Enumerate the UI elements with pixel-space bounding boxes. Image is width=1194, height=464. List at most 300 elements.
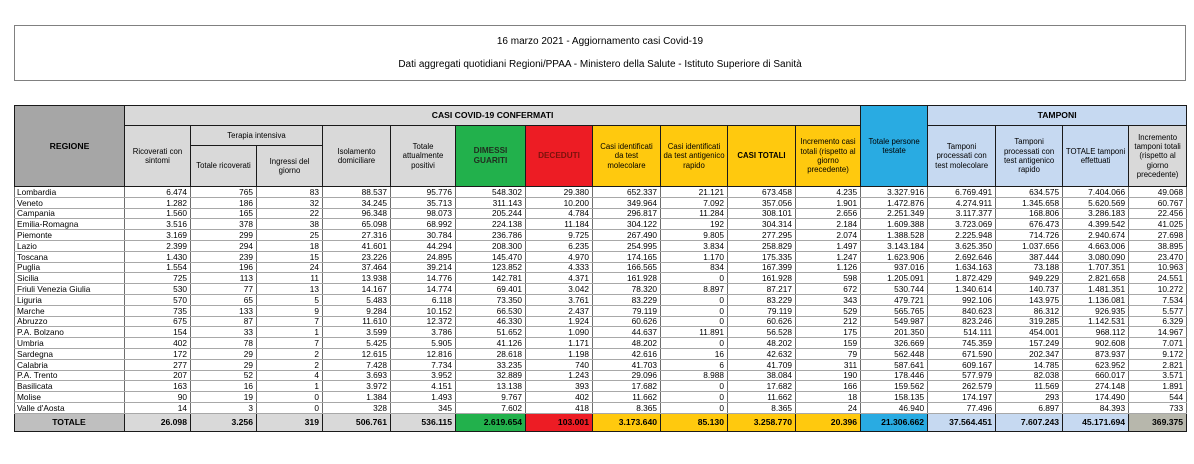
value-cell: 65 (191, 294, 257, 305)
value-cell: 1.037.656 (996, 240, 1063, 251)
value-cell: 1.345.658 (996, 197, 1063, 208)
table-row (15, 251, 1187, 262)
value-cell: 41.601 (323, 240, 391, 251)
value-cell: 17.682 (593, 381, 661, 392)
value-cell: 68.992 (391, 219, 456, 230)
value-cell: 69.401 (456, 284, 526, 295)
value-cell: 652.337 (593, 187, 661, 198)
totale-value-cell: 3.256 (191, 413, 257, 431)
value-cell: 1.481.351 (1063, 284, 1129, 295)
value-cell: 673.458 (728, 187, 796, 198)
value-cell: 254.995 (593, 240, 661, 251)
value-cell: 2.692.646 (928, 251, 996, 262)
value-cell: 311 (796, 359, 861, 370)
value-cell: 345 (391, 402, 456, 413)
value-cell: 0 (661, 316, 728, 327)
value-cell: 2.225.948 (928, 230, 996, 241)
value-cell: 304.122 (593, 219, 661, 230)
value-cell: 9 (257, 305, 323, 316)
value-cell: 17.682 (728, 381, 796, 392)
report-title: 16 marzo 2021 - Aggiornamento casi Covid-19 (496, 36, 704, 47)
value-cell: 172 (125, 348, 191, 359)
value-cell: 562.448 (861, 348, 928, 359)
value-cell: 308.101 (728, 208, 796, 219)
totale-value-cell: 506.761 (323, 413, 391, 431)
col-header-ti-totale: Totale ricoverati (191, 146, 257, 187)
value-cell: 357.056 (728, 197, 796, 208)
value-cell: 18 (257, 240, 323, 251)
value-cell: 175 (796, 327, 861, 338)
value-cell: 22 (257, 208, 323, 219)
value-cell: 8.988 (661, 370, 728, 381)
value-cell: 587.641 (861, 359, 928, 370)
value-cell: 224.138 (456, 219, 526, 230)
value-cell: 0 (661, 392, 728, 403)
value-cell: 5.425 (323, 338, 391, 349)
group-header-tamponi: TAMPONI (928, 106, 1187, 126)
value-cell: 267.490 (593, 230, 661, 241)
value-cell: 949.229 (996, 273, 1063, 284)
value-cell: 8.897 (661, 284, 728, 295)
value-cell: 159 (796, 338, 861, 349)
value-cell: 165 (191, 208, 257, 219)
table-row (15, 348, 1187, 359)
value-cell: 349.964 (593, 197, 661, 208)
value-cell: 236.786 (456, 230, 526, 241)
value-cell: 740 (526, 359, 593, 370)
value-cell: 161.928 (593, 273, 661, 284)
value-cell: 5.620.569 (1063, 197, 1129, 208)
value-cell: 2.074 (796, 230, 861, 241)
covid-report-table (14, 105, 1187, 432)
value-cell: 44.637 (593, 327, 661, 338)
value-cell: 4.235 (796, 187, 861, 198)
table-row (15, 402, 1187, 413)
value-cell: 2.251.349 (861, 208, 928, 219)
value-cell: 258.829 (728, 240, 796, 251)
value-cell: 87.217 (728, 284, 796, 295)
value-cell: 7 (257, 316, 323, 327)
value-cell: 5 (257, 294, 323, 305)
value-cell: 4.399.542 (1063, 219, 1129, 230)
value-cell: 2.821.658 (1063, 273, 1129, 284)
value-cell: 834 (661, 262, 728, 273)
table-row (15, 370, 1187, 381)
value-cell: 1.554 (125, 262, 191, 273)
value-cell: 3.080.090 (1063, 251, 1129, 262)
value-cell: 675 (125, 316, 191, 327)
value-cell: 174.165 (593, 251, 661, 262)
value-cell: 11.569 (996, 381, 1063, 392)
value-cell: 79 (796, 348, 861, 359)
value-cell: 634.575 (996, 187, 1063, 198)
value-cell: 163 (125, 381, 191, 392)
value-cell: 6.118 (391, 294, 456, 305)
value-cell: 992.106 (928, 294, 996, 305)
value-cell: 378 (191, 219, 257, 230)
value-cell: 277.295 (728, 230, 796, 241)
value-cell: 548.302 (456, 187, 526, 198)
value-cell: 262.579 (928, 381, 996, 392)
value-cell: 454.001 (996, 327, 1063, 338)
col-header-deceduti: DECEDUTI (526, 126, 593, 187)
value-cell: 9.805 (661, 230, 728, 241)
value-cell: 565.765 (861, 305, 928, 316)
region-name: Emilia-Romagna (15, 219, 125, 230)
value-cell: 745.359 (928, 338, 996, 349)
value-cell: 0 (661, 338, 728, 349)
value-cell: 12.615 (323, 348, 391, 359)
value-cell: 2.399 (125, 240, 191, 251)
value-cell: 42.632 (728, 348, 796, 359)
value-cell: 95.776 (391, 187, 456, 198)
value-cell: 159.562 (861, 381, 928, 392)
value-cell: 514.111 (928, 327, 996, 338)
region-name: Campania (15, 208, 125, 219)
totale-value-cell: 37.564.451 (928, 413, 996, 431)
value-cell: 570 (125, 294, 191, 305)
value-cell: 1.090 (526, 327, 593, 338)
value-cell: 294 (191, 240, 257, 251)
table-row (15, 284, 1187, 295)
value-cell: 13.938 (323, 273, 391, 284)
col-header-ti-ingressi: Ingressi del giorno (257, 146, 323, 187)
value-cell: 90 (125, 392, 191, 403)
value-cell: 38 (257, 219, 323, 230)
table-row (15, 381, 1187, 392)
value-cell: 735 (125, 305, 191, 316)
value-cell: 1.493 (391, 392, 456, 403)
value-cell: 0 (257, 402, 323, 413)
value-cell: 1.388.528 (861, 230, 928, 241)
value-cell: 10.152 (391, 305, 456, 316)
totale-row (15, 413, 1187, 431)
value-cell: 0 (257, 392, 323, 403)
value-cell: 41.703 (593, 359, 661, 370)
col-header-isolamento: Isolamento domiciliare (323, 126, 391, 187)
value-cell: 6.329 (1129, 316, 1187, 327)
value-cell: 676.473 (996, 219, 1063, 230)
value-cell: 0 (661, 402, 728, 413)
value-cell: 393 (526, 381, 593, 392)
value-cell: 19 (191, 392, 257, 403)
value-cell: 32 (257, 197, 323, 208)
value-cell: 598 (796, 273, 861, 284)
region-name: P.A. Trento (15, 370, 125, 381)
value-cell: 873.937 (1063, 348, 1129, 359)
value-cell: 48.202 (593, 338, 661, 349)
region-name: Umbria (15, 338, 125, 349)
value-cell: 9.284 (323, 305, 391, 316)
value-cell: 714.726 (996, 230, 1063, 241)
value-cell: 178.446 (861, 370, 928, 381)
table-header (15, 106, 1187, 187)
region-name: Liguria (15, 294, 125, 305)
totale-label: TOTALE (15, 413, 125, 431)
value-cell: 83 (257, 187, 323, 198)
value-cell: 24.895 (391, 251, 456, 262)
value-cell: 725 (125, 273, 191, 284)
value-cell: 186 (191, 197, 257, 208)
value-cell: 968.112 (1063, 327, 1129, 338)
value-cell: 304.314 (728, 219, 796, 230)
value-cell: 27.316 (323, 230, 391, 241)
table-row (15, 338, 1187, 349)
value-cell: 402 (526, 392, 593, 403)
value-cell: 34.245 (323, 197, 391, 208)
value-cell: 2.821 (1129, 359, 1187, 370)
value-cell: 5.905 (391, 338, 456, 349)
value-cell: 549.987 (861, 316, 928, 327)
value-cell: 16 (661, 348, 728, 359)
value-cell: 6.769.491 (928, 187, 996, 198)
value-cell: 175.335 (728, 251, 796, 262)
value-cell: 3 (191, 402, 257, 413)
value-cell: 14.167 (323, 284, 391, 295)
value-cell: 24 (257, 262, 323, 273)
value-cell: 902.608 (1063, 338, 1129, 349)
value-cell: 6.235 (526, 240, 593, 251)
value-cell: 14.967 (1129, 327, 1187, 338)
value-cell: 6.897 (996, 402, 1063, 413)
value-cell: 29 (191, 348, 257, 359)
value-cell: 7.534 (1129, 294, 1187, 305)
region-name: Abruzzo (15, 316, 125, 327)
value-cell: 2.437 (526, 305, 593, 316)
region-name: P.A. Bolzano (15, 327, 125, 338)
table-row (15, 273, 1187, 284)
value-cell: 1.142.531 (1063, 316, 1129, 327)
value-cell: 154 (125, 327, 191, 338)
value-cell: 1.171 (526, 338, 593, 349)
value-cell: 207 (125, 370, 191, 381)
value-cell: 41.709 (728, 359, 796, 370)
value-cell: 660.017 (1063, 370, 1129, 381)
value-cell: 33.235 (456, 359, 526, 370)
value-cell: 13 (257, 284, 323, 295)
value-cell: 2 (257, 348, 323, 359)
table-row (15, 305, 1187, 316)
value-cell: 113 (191, 273, 257, 284)
value-cell: 98.073 (391, 208, 456, 219)
header-sub-row (15, 126, 1187, 146)
totale-value-cell: 536.115 (391, 413, 456, 431)
value-cell: 1.340.614 (928, 284, 996, 295)
value-cell: 65.098 (323, 219, 391, 230)
value-cell: 3.117.377 (928, 208, 996, 219)
value-cell: 83.229 (593, 294, 661, 305)
value-cell: 14 (125, 402, 191, 413)
value-cell: 42.616 (593, 348, 661, 359)
value-cell: 123.852 (456, 262, 526, 273)
col-header-incremento-casi: Incremento casi totali (rispetto al giorno precedente) (796, 126, 861, 187)
value-cell: 23.226 (323, 251, 391, 262)
value-cell: 733 (1129, 402, 1187, 413)
value-cell: 166 (796, 381, 861, 392)
value-cell: 30.784 (391, 230, 456, 241)
value-cell: 0 (661, 305, 728, 316)
value-cell: 1.634.163 (928, 262, 996, 273)
value-cell: 326.669 (861, 338, 928, 349)
value-cell: 96.348 (323, 208, 391, 219)
value-cell: 1.247 (796, 251, 861, 262)
region-name: Calabria (15, 359, 125, 370)
value-cell: 3.693 (323, 370, 391, 381)
totale-value-cell: 26.098 (125, 413, 191, 431)
value-cell: 3.952 (391, 370, 456, 381)
table-row (15, 197, 1187, 208)
value-cell: 1 (257, 327, 323, 338)
value-cell: 4.151 (391, 381, 456, 392)
value-cell: 10.272 (1129, 284, 1187, 295)
table-row (15, 294, 1187, 305)
value-cell: 609.167 (928, 359, 996, 370)
value-cell: 418 (526, 402, 593, 413)
value-cell: 1.430 (125, 251, 191, 262)
value-cell: 12.816 (391, 348, 456, 359)
value-cell: 8.365 (593, 402, 661, 413)
value-cell: 7.428 (323, 359, 391, 370)
value-cell: 11 (257, 273, 323, 284)
value-cell: 0 (661, 294, 728, 305)
totale-value-cell: 2.619.654 (456, 413, 526, 431)
value-cell: 402 (125, 338, 191, 349)
value-cell: 66.530 (456, 305, 526, 316)
value-cell: 73.350 (456, 294, 526, 305)
value-cell: 926.935 (1063, 305, 1129, 316)
value-cell: 387.444 (996, 251, 1063, 262)
value-cell: 3.516 (125, 219, 191, 230)
value-cell: 3.169 (125, 230, 191, 241)
value-cell: 11.891 (661, 327, 728, 338)
value-cell: 1.170 (661, 251, 728, 262)
value-cell: 38.895 (1129, 240, 1187, 251)
value-cell: 18 (796, 392, 861, 403)
col-header-dimessi-guariti: DIMESSI GUARITI (456, 126, 526, 187)
value-cell: 5.483 (323, 294, 391, 305)
totale-value-cell: 103.001 (526, 413, 593, 431)
value-cell: 24.551 (1129, 273, 1187, 284)
value-cell: 9.172 (1129, 348, 1187, 359)
value-cell: 212 (796, 316, 861, 327)
value-cell: 1.282 (125, 197, 191, 208)
group-header-terapia-intensiva: Terapia intensiva (191, 126, 323, 146)
value-cell: 544 (1129, 392, 1187, 403)
value-cell: 86.312 (996, 305, 1063, 316)
col-header-incremento-tamponi: Incremento tamponi totali (rispetto al giorno precedente) (1129, 126, 1187, 187)
value-cell: 293 (996, 392, 1063, 403)
value-cell: 133 (191, 305, 257, 316)
totale-value-cell: 21.306.662 (861, 413, 928, 431)
table-row (15, 219, 1187, 230)
table-row (15, 316, 1187, 327)
value-cell: 4.371 (526, 273, 593, 284)
value-cell: 7.734 (391, 359, 456, 370)
col-header-casi-molecolare: Casi identificati da test molecolare (593, 126, 661, 187)
value-cell: 2.184 (796, 219, 861, 230)
value-cell: 2.940.674 (1063, 230, 1129, 241)
value-cell: 140.737 (996, 284, 1063, 295)
value-cell: 3.042 (526, 284, 593, 295)
col-header-persone-testate: Totale persone testate (861, 106, 928, 187)
value-cell: 11.610 (323, 316, 391, 327)
value-cell: 0 (661, 381, 728, 392)
value-cell: 88.537 (323, 187, 391, 198)
table-row (15, 230, 1187, 241)
value-cell: 60.626 (728, 316, 796, 327)
value-cell: 10.963 (1129, 262, 1187, 273)
table-body (15, 187, 1187, 432)
value-cell: 1.472.876 (861, 197, 928, 208)
value-cell: 79.119 (728, 305, 796, 316)
value-cell: 11.184 (526, 219, 593, 230)
value-cell: 60.626 (593, 316, 661, 327)
value-cell: 7.092 (661, 197, 728, 208)
value-cell: 37.464 (323, 262, 391, 273)
value-cell: 46.330 (456, 316, 526, 327)
value-cell: 3.327.916 (861, 187, 928, 198)
value-cell: 4 (257, 370, 323, 381)
value-cell: 33 (191, 327, 257, 338)
value-cell: 83.229 (728, 294, 796, 305)
value-cell: 161.928 (728, 273, 796, 284)
col-header-tamponi-totale: TOTALE tamponi effettuati (1063, 126, 1129, 187)
value-cell: 41.126 (456, 338, 526, 349)
value-cell: 479.721 (861, 294, 928, 305)
value-cell: 0 (661, 273, 728, 284)
value-cell: 5.577 (1129, 305, 1187, 316)
value-cell: 11.662 (728, 392, 796, 403)
value-cell: 530.744 (861, 284, 928, 295)
value-cell: 1.560 (125, 208, 191, 219)
value-cell: 174.197 (928, 392, 996, 403)
value-cell: 44.294 (391, 240, 456, 251)
value-cell: 192 (661, 219, 728, 230)
value-cell: 3.286.183 (1063, 208, 1129, 219)
value-cell: 52 (191, 370, 257, 381)
value-cell: 3.786 (391, 327, 456, 338)
value-cell: 1.198 (526, 348, 593, 359)
totale-value-cell: 319 (257, 413, 323, 431)
totale-value-cell: 3.173.640 (593, 413, 661, 431)
region-name: Marche (15, 305, 125, 316)
value-cell: 1.126 (796, 262, 861, 273)
report-subtitle: Dati aggregati quotidiani Regioni/PPAA - Ministero della Salute - Istituto Superiore di Sanità (398, 59, 802, 70)
value-cell: 3.723.069 (928, 219, 996, 230)
value-cell: 208.300 (456, 240, 526, 251)
region-name: Valle d'Aosta (15, 402, 125, 413)
value-cell: 1.924 (526, 316, 593, 327)
value-cell: 3.761 (526, 294, 593, 305)
value-cell: 51.652 (456, 327, 526, 338)
value-cell: 1.872.429 (928, 273, 996, 284)
value-cell: 671.590 (928, 348, 996, 359)
col-header-tamponi-molecolare: Tamponi processati con test molecolare (928, 126, 996, 187)
value-cell: 56.528 (728, 327, 796, 338)
value-cell: 1 (257, 381, 323, 392)
value-cell: 49.068 (1129, 187, 1187, 198)
value-cell: 4.970 (526, 251, 593, 262)
value-cell: 78.320 (593, 284, 661, 295)
value-cell: 4.274.911 (928, 197, 996, 208)
value-cell: 239 (191, 251, 257, 262)
value-cell: 7 (257, 338, 323, 349)
region-name: Piemonte (15, 230, 125, 241)
value-cell: 46.940 (861, 402, 928, 413)
value-cell: 202.347 (996, 348, 1063, 359)
value-cell: 1.609.388 (861, 219, 928, 230)
region-name: Basilicata (15, 381, 125, 392)
